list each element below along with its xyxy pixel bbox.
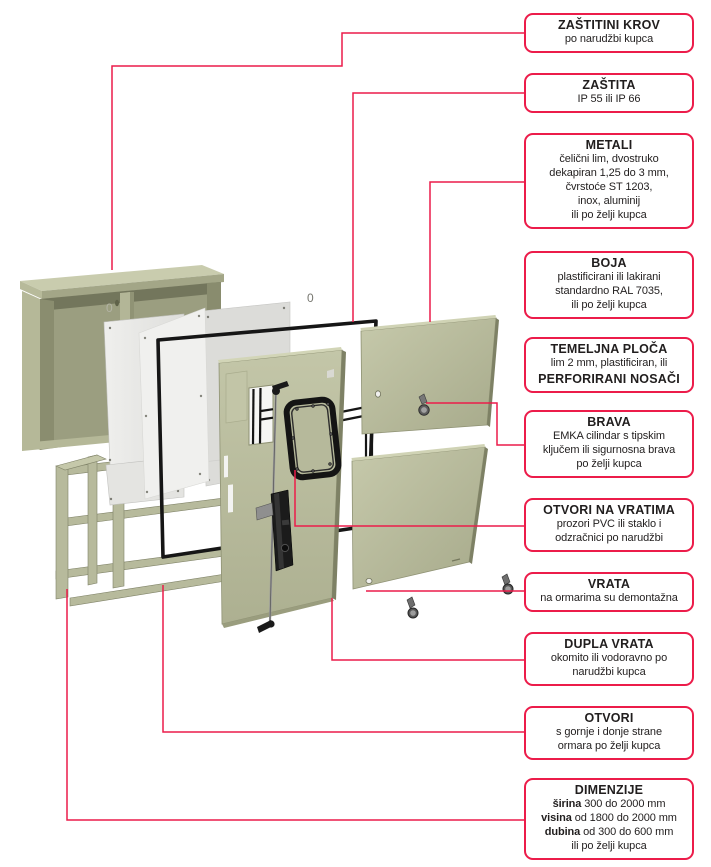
callout-brava: [524, 410, 694, 478]
callout-title: BOJA: [591, 256, 627, 270]
callout-title: BRAVA: [587, 415, 631, 429]
callout-metali: [524, 133, 694, 229]
callout-dimenzije: [524, 778, 694, 860]
callout-line: prozori PVC ili staklo i: [556, 518, 662, 531]
callout-line: odzračnici po narudžbi: [555, 532, 663, 545]
cylinder-hole: [366, 578, 372, 583]
connector-metali: [430, 182, 526, 322]
callout-zastita: [524, 73, 694, 113]
callout-vrata: [524, 572, 694, 612]
callout-line: ili po želji kupca: [571, 299, 647, 312]
connector-otvori: [163, 585, 526, 732]
callout-line: standardno RAL 7035,: [555, 285, 663, 298]
callout-line: EMKA cilindar s tipskim: [552, 430, 665, 443]
callout-line: plastificirani ili lakirani: [557, 271, 661, 284]
render-artifact-label: 0: [307, 291, 314, 305]
callout-line: na ormarima su demontažna: [540, 592, 678, 605]
callout-title: DUPLA VRATA: [564, 637, 654, 651]
connector-zastitni-krov: [112, 33, 526, 270]
connector-zastita: [353, 93, 526, 322]
callout-line: dubina od 300 do 600 mm: [544, 826, 674, 839]
cylinder-hole: [375, 391, 380, 397]
callout-line: narudžbi kupca: [572, 666, 646, 679]
callout-title: VRATA: [587, 577, 631, 591]
lock-cylinder: [407, 597, 418, 618]
callout-line: IP 55 ili IP 66: [577, 93, 641, 106]
callout-line: ili po želji kupca: [571, 840, 647, 853]
callout-zastitni-krov: [524, 13, 694, 53]
callout-line: visina od 1800 do 2000 mm: [541, 812, 677, 825]
door-half-lower: [352, 444, 489, 589]
callout-title: OTVORI: [584, 711, 634, 725]
callout-line: ključem ili sigurnosna brava: [542, 444, 676, 457]
callout-line: ili po želji kupca: [571, 209, 647, 222]
callout-dupla-vrata: [524, 632, 694, 686]
callout-line: čvrstoće ST 1203,: [565, 181, 653, 194]
vent-slot: [228, 484, 233, 512]
connector-dupla-vrata: [332, 598, 526, 660]
callout-line: okomito ili vodoravno po: [550, 652, 668, 665]
main-door: [218, 347, 346, 633]
callout-line: čelični lim, dvostruko: [559, 153, 659, 166]
callout-line: dekapiran 1,25 do 3 mm,: [549, 167, 669, 180]
vent-slot: [224, 456, 228, 478]
callout-boja: [524, 251, 694, 319]
door-window-cutout: [249, 385, 273, 445]
callout-title: OTVORI NA VRATIMA: [543, 503, 675, 517]
door-window-frame: [286, 399, 340, 479]
callout-otvori-na-vratima: [524, 498, 694, 552]
connector-dimenzije: [67, 589, 526, 820]
callout-subtitle: PERFORIRANI NOSAČI: [538, 372, 680, 387]
callout-line: s gornje i donje strane: [556, 726, 662, 739]
callout-line: po narudžbi kupca: [564, 33, 654, 46]
callout-title: TEMELJNA PLOČA: [550, 342, 668, 356]
callout-title: ZAŠTITINI KROV: [557, 18, 661, 32]
door-recess: [226, 371, 247, 423]
callout-title: DIMENZIJE: [574, 783, 644, 797]
callout-title: ZAŠTITA: [582, 78, 636, 92]
door-half-upper: [361, 315, 500, 434]
callout-line: lim 2 mm, plastificiran, ili: [550, 357, 668, 370]
keyhole: [115, 300, 119, 306]
callout-line: po želji kupca: [576, 458, 642, 471]
callout-otvori: [524, 706, 694, 760]
callout-line: širina 300 do 2000 mm: [552, 798, 666, 811]
render-artifact-label: 0: [106, 301, 113, 315]
callout-line: inox, aluminij: [577, 195, 641, 208]
callout-temeljna-ploca: [524, 337, 694, 393]
callout-title: METALI: [585, 138, 633, 152]
callout-line: ormara po želji kupca: [557, 740, 661, 753]
